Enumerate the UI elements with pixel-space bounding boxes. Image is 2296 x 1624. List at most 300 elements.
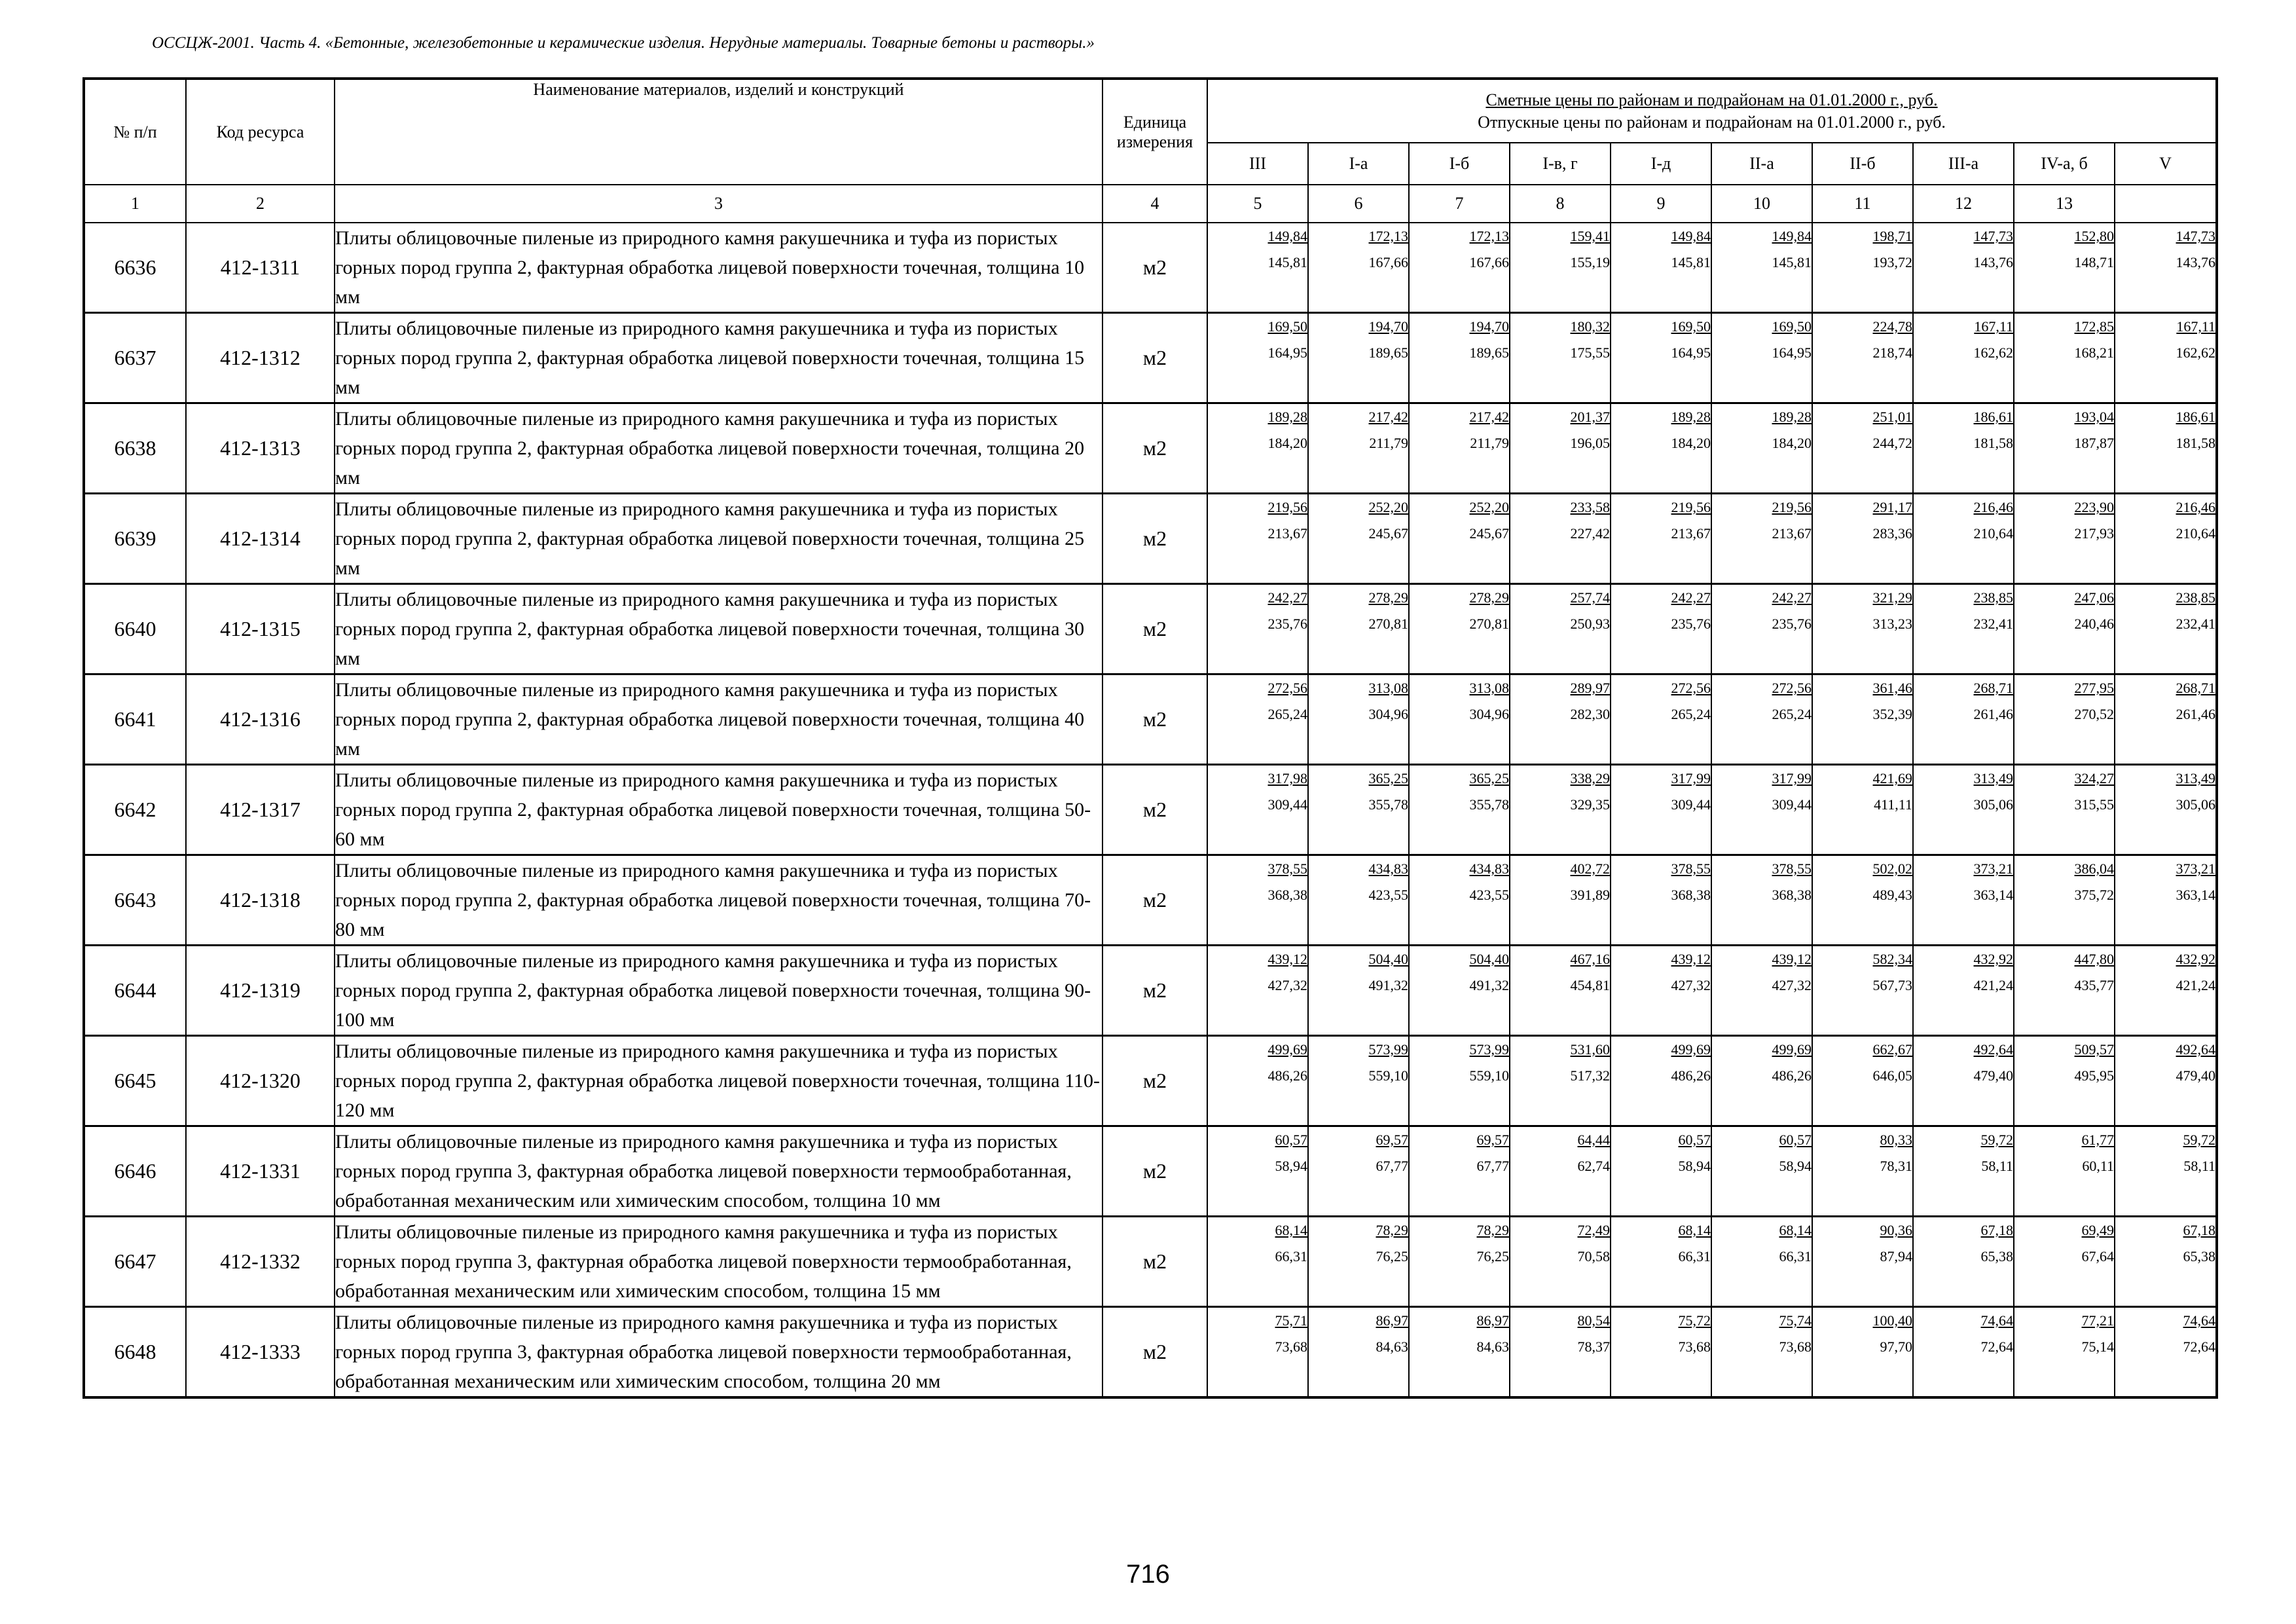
estimate-price: 504,40 [1469,951,1509,967]
price-cell [1510,584,1611,674]
price-cell [1913,494,2014,584]
price-cell [1207,223,1308,313]
estimate-price: 502,02 [1872,860,1912,877]
release-price: 421,24 [1973,977,2013,993]
price-cell [1812,313,1913,403]
price-cell [1711,1307,1812,1398]
release-price: 164,95 [1267,344,1307,361]
release-price: 145,81 [1671,254,1711,270]
price-cell [1711,494,1812,584]
release-price: 211,79 [1369,435,1408,451]
price-cell [1711,1126,1812,1217]
estimate-price: 238,85 [1973,589,2013,606]
unit-cell: м2 [1102,855,1207,946]
estimate-price: 313,49 [2176,770,2216,786]
release-price: 250,93 [1570,616,1610,632]
price-cell [1812,1217,1913,1307]
price-cell [1409,1217,1510,1307]
release-price: 646,05 [1872,1067,1912,1084]
price-cell [1207,765,1308,855]
unit-cell: м2 [1102,1126,1207,1217]
estimate-price: 216,46 [2176,499,2216,515]
release-price: 305,06 [2176,796,2216,813]
estimate-price: 219,56 [1267,499,1307,515]
release-price: 66,31 [1779,1248,1812,1264]
price-cell [1207,584,1308,674]
release-price: 559,10 [1469,1067,1509,1084]
release-price: 76,25 [1476,1248,1509,1264]
price-cell [1711,1036,1812,1126]
price-cell [2014,584,2115,674]
release-price: 164,95 [1671,344,1711,361]
release-price: 217,93 [2074,525,2114,542]
price-cell [1611,494,1711,584]
price-cell [1611,674,1711,765]
row-number: 6641 [84,674,186,765]
row-number: 6647 [84,1217,186,1307]
estimate-price: 251,01 [1872,409,1912,425]
estimate-price: 313,49 [1973,770,2013,786]
release-price: 435,77 [2074,977,2114,993]
estimate-price: 233,58 [1570,499,1610,515]
price-cell [1308,855,1409,946]
release-price: 87,94 [1880,1248,1912,1264]
row-number: 6636 [84,223,186,313]
price-cell [1409,765,1510,855]
release-price: 58,11 [1981,1158,2013,1174]
price-cell [1711,855,1812,946]
release-price: 213,67 [1267,525,1307,542]
estimate-price: 169,50 [1671,318,1711,335]
release-price: 479,40 [2176,1067,2216,1084]
estimate-price: 216,46 [1973,499,2013,515]
price-cell [1812,403,1913,494]
estimate-price: 169,50 [1267,318,1307,335]
release-price: 84,63 [1476,1338,1509,1355]
release-price: 218,74 [1872,344,1912,361]
release-price: 427,32 [1772,977,1812,993]
material-name: Плиты облицовочные пиленые из природного камня ракушечника и туфа из пористых горных пород группа 2, фактурная обработка лицевой поверхности точечная, толщина 10 мм [335,223,1102,313]
column-number: 12 [1913,185,2014,223]
estimate-price: 582,34 [1872,951,1912,967]
release-price: 567,73 [1872,977,1912,993]
resource-code: 412-1315 [186,584,335,674]
estimate-price: 242,27 [1772,589,1812,606]
price-cell [1207,1307,1308,1398]
unit-cell: м2 [1102,1217,1207,1307]
release-price: 270,81 [1469,616,1509,632]
price-cell [1812,765,1913,855]
release-price: 66,31 [1678,1248,1711,1264]
estimate-price: 321,29 [1872,589,1912,606]
price-cell [1207,313,1308,403]
price-cell [2014,1126,2115,1217]
row-number: 6639 [84,494,186,584]
release-price: 245,67 [1368,525,1408,542]
price-cell [1913,403,2014,494]
release-price: 213,67 [1772,525,1812,542]
price-cell [1409,1307,1510,1398]
price-cell [2014,1217,2115,1307]
estimate-price: 378,55 [1772,860,1812,877]
release-price: 65,38 [1980,1248,2013,1264]
estimate-price: 75,71 [1275,1312,1307,1329]
row-number: 6642 [84,765,186,855]
price-cell [1611,1217,1711,1307]
estimate-price: 499,69 [1671,1041,1711,1058]
region-header: III-а [1913,143,2014,185]
col-header-prices [1207,79,2217,143]
price-cell [1207,1217,1308,1307]
price-cell [1510,403,1611,494]
estimate-price: 69,57 [1376,1132,1408,1148]
price-cell [2115,946,2217,1036]
unit-cell: м2 [1102,313,1207,403]
price-cell [2014,946,2115,1036]
release-price: 65,38 [2183,1248,2216,1264]
column-number: 6 [1308,185,1409,223]
release-price: 245,67 [1469,525,1509,542]
estimate-price: 313,08 [1469,680,1509,696]
release-price: 329,35 [1570,796,1610,813]
resource-code: 412-1317 [186,765,335,855]
resource-code: 412-1331 [186,1126,335,1217]
estimate-price: 60,57 [1275,1132,1307,1148]
price-cell [1409,674,1510,765]
estimate-price: 439,12 [1267,951,1307,967]
release-price: 162,62 [2176,344,2216,361]
estimate-price: 324,27 [2074,770,2114,786]
estimate-price: 278,29 [1469,589,1509,606]
price-cell [1308,223,1409,313]
resource-code: 412-1320 [186,1036,335,1126]
estimate-price: 167,11 [2176,318,2216,335]
estimate-price: 159,41 [1570,228,1610,244]
release-price: 454,81 [1570,977,1610,993]
estimate-price: 172,13 [1368,228,1408,244]
release-price: 270,52 [2074,706,2114,722]
price-cell [2014,765,2115,855]
release-price: 375,72 [2074,887,2114,903]
prices-release-title: Отпускные цены по районам и подрайонам на 01.01.2000 г., руб. [1478,112,1946,132]
column-number-row [84,185,2217,223]
release-price: 232,41 [1973,616,2013,632]
estimate-price: 317,99 [1772,770,1812,786]
table-body [84,223,2217,1397]
header-row [84,79,2217,143]
price-cell [1913,765,2014,855]
price-cell [2115,765,2217,855]
release-price: 84,63 [1376,1338,1408,1355]
price-cell [1207,674,1308,765]
estimate-price: 90,36 [1880,1222,1912,1238]
column-number: 7 [1409,185,1510,223]
release-price: 213,67 [1671,525,1711,542]
col-header-unit: Единица измерения [1102,79,1207,185]
row-number: 6646 [84,1126,186,1217]
price-cell [1207,403,1308,494]
release-price: 495,95 [2074,1067,2114,1084]
release-price: 58,94 [1779,1158,1812,1174]
estimate-price: 291,17 [1872,499,1912,515]
release-price: 62,74 [1577,1158,1610,1174]
release-price: 363,14 [2176,887,2216,903]
resource-code: 412-1316 [186,674,335,765]
table-row [84,1126,2217,1217]
row-number: 6637 [84,313,186,403]
unit-cell: м2 [1102,494,1207,584]
table-row [84,674,2217,765]
release-price: 355,78 [1368,796,1408,813]
release-price: 235,76 [1772,616,1812,632]
estimate-price: 100,40 [1872,1312,1912,1329]
estimate-price: 317,98 [1267,770,1307,786]
release-price: 67,77 [1476,1158,1509,1174]
release-price: 391,89 [1570,887,1610,903]
estimate-price: 573,99 [1368,1041,1408,1058]
col-header-code: Код ресурса [186,79,335,185]
estimate-price: 317,99 [1671,770,1711,786]
release-price: 270,81 [1368,616,1408,632]
release-price: 486,26 [1772,1067,1812,1084]
price-cell [1611,403,1711,494]
estimate-price: 152,80 [2074,228,2114,244]
price-cell [2115,1036,2217,1126]
region-header: IV-а, б [2014,143,2115,185]
release-price: 73,68 [1779,1338,1812,1355]
price-cell [1510,1036,1611,1126]
price-cell [1308,1036,1409,1126]
resource-code: 412-1311 [186,223,335,313]
estimate-price: 149,84 [1671,228,1711,244]
price-cell [1510,313,1611,403]
estimate-price: 74,64 [1980,1312,2013,1329]
estimate-price: 217,42 [1469,409,1509,425]
price-cell [1913,855,2014,946]
resource-code: 412-1318 [186,855,335,946]
release-price: 559,10 [1368,1067,1408,1084]
price-cell [2115,584,2217,674]
estimate-price: 365,25 [1469,770,1509,786]
release-price: 313,23 [1872,616,1912,632]
estimate-price: 74,64 [2183,1312,2216,1329]
release-price: 489,43 [1872,887,1912,903]
price-cell [1308,1126,1409,1217]
release-price: 196,05 [1570,435,1610,451]
row-number: 6644 [84,946,186,1036]
estimate-price: 194,70 [1469,318,1509,335]
estimate-price: 224,78 [1872,318,1912,335]
resource-code: 412-1333 [186,1307,335,1398]
row-number: 6638 [84,403,186,494]
estimate-price: 64,44 [1577,1132,1610,1148]
estimate-price: 242,27 [1671,589,1711,606]
price-cell [1711,674,1812,765]
release-price: 164,95 [1772,344,1812,361]
release-price: 75,14 [2081,1338,2114,1355]
release-price: 486,26 [1671,1067,1711,1084]
resource-code: 412-1313 [186,403,335,494]
release-price: 421,24 [2176,977,2216,993]
unit-cell: м2 [1102,223,1207,313]
release-price: 70,58 [1577,1248,1610,1264]
release-price: 309,44 [1267,796,1307,813]
estimate-price: 268,71 [2176,680,2216,696]
table-row [84,223,2217,313]
estimate-price: 75,72 [1678,1312,1711,1329]
release-price: 145,81 [1772,254,1812,270]
price-cell [1611,313,1711,403]
estimate-price: 78,29 [1476,1222,1509,1238]
estimate-price: 421,69 [1872,770,1912,786]
release-price: 309,44 [1671,796,1711,813]
estimate-price: 149,84 [1772,228,1812,244]
release-price: 486,26 [1267,1067,1307,1084]
price-cell [1308,946,1409,1036]
estimate-price: 189,28 [1671,409,1711,425]
estimate-price: 59,72 [1980,1132,2013,1148]
price-cell [1409,494,1510,584]
estimate-price: 386,04 [2074,860,2114,877]
release-price: 184,20 [1267,435,1307,451]
release-price: 282,30 [1570,706,1610,722]
material-name: Плиты облицовочные пиленые из природного камня ракушечника и туфа из пористых горных пород группа 2, фактурная обработка лицевой поверхности точечная, толщина 15 мм [335,313,1102,403]
estimate-price: 59,72 [2183,1132,2216,1148]
estimate-price: 68,14 [1779,1222,1812,1238]
release-price: 368,38 [1772,887,1812,903]
release-price: 148,71 [2074,254,2114,270]
estimate-price: 172,85 [2074,318,2114,335]
column-number: 4 [1102,185,1207,223]
release-price: 143,76 [2176,254,2216,270]
estimate-price: 492,64 [2176,1041,2216,1058]
estimate-price: 147,73 [2176,228,2216,244]
price-cell [1611,765,1711,855]
release-price: 304,96 [1368,706,1408,722]
price-cell [2014,313,2115,403]
price-cell [1913,1036,2014,1126]
unit-cell: м2 [1102,765,1207,855]
column-number: 11 [1812,185,1913,223]
estimate-price: 373,21 [2176,860,2216,877]
price-cell [2115,1126,2217,1217]
estimate-price: 365,25 [1368,770,1408,786]
table-row [84,946,2217,1036]
col-header-num: № п/п [84,79,186,185]
estimate-price: 217,42 [1368,409,1408,425]
release-price: 235,76 [1267,616,1307,632]
table-row [84,584,2217,674]
estimate-price: 86,97 [1376,1312,1408,1329]
material-name: Плиты облицовочные пиленые из природного камня ракушечника и туфа из пористых горных пород группа 2, фактурная обработка лицевой поверхности точечная, толщина 25 мм [335,494,1102,584]
price-cell [1207,1126,1308,1217]
price-cell [1611,1126,1711,1217]
resource-code: 412-1314 [186,494,335,584]
table-row [84,313,2217,403]
estimate-price: 252,20 [1469,499,1509,515]
price-cell [1510,674,1611,765]
material-name: Плиты облицовочные пиленые из природного камня ракушечника и туфа из пористых горных пород группа 3, фактурная обработка лицевой поверхности термообработанная, обработанная механическим или химическим способом, толщина 15 мм [335,1217,1102,1307]
release-price: 265,24 [1772,706,1812,722]
estimate-price: 662,67 [1872,1041,1912,1058]
release-price: 184,20 [1772,435,1812,451]
release-price: 491,32 [1368,977,1408,993]
table-row [84,1307,2217,1398]
estimate-price: 499,69 [1267,1041,1307,1058]
release-price: 167,66 [1469,254,1509,270]
price-cell [2115,1307,2217,1398]
estimate-price: 277,95 [2074,680,2114,696]
release-price: 265,24 [1267,706,1307,722]
material-name: Плиты облицовочные пиленые из природного камня ракушечника и туфа из пористых горных пород группа 3, фактурная обработка лицевой поверхности термообработанная, обработанная механическим или химическим способом, толщина 20 мм [335,1307,1102,1398]
release-price: 181,58 [1973,435,2013,451]
release-price: 76,25 [1376,1248,1408,1264]
estimate-price: 172,13 [1469,228,1509,244]
price-cell [1812,1307,1913,1398]
release-price: 58,94 [1678,1158,1711,1174]
estimate-price: 432,92 [1973,951,2013,967]
price-cell [1510,223,1611,313]
price-cell [1711,1217,1812,1307]
page-number: 716 [1126,1560,1170,1589]
price-cell [1308,584,1409,674]
estimate-price: 378,55 [1671,860,1711,877]
unit-cell: м2 [1102,1307,1207,1398]
release-price: 67,77 [1376,1158,1408,1174]
estimate-price: 180,32 [1570,318,1610,335]
estimate-price: 238,85 [2176,589,2216,606]
price-cell [1812,674,1913,765]
release-price: 210,64 [1973,525,2013,542]
price-cell [1913,674,2014,765]
price-cell [1812,494,1913,584]
price-cell [1711,765,1812,855]
price-cell [1913,1126,2014,1217]
estimate-price: 504,40 [1368,951,1408,967]
price-cell [2115,494,2217,584]
estimate-price: 219,56 [1772,499,1812,515]
release-price: 143,76 [1973,254,2013,270]
unit-cell: м2 [1102,403,1207,494]
prices-estimate-title: Сметные цены по районам и подрайонам на 01.01.2000 г., руб. [1485,90,1938,109]
estimate-price: 149,84 [1267,228,1307,244]
region-header: I-б [1409,143,1510,185]
estimate-price: 80,33 [1880,1132,1912,1148]
price-cell [1409,1126,1510,1217]
estimate-price: 272,56 [1267,680,1307,696]
estimate-price: 439,12 [1671,951,1711,967]
material-name: Плиты облицовочные пиленые из природного камня ракушечника и туфа из пористых горных пород группа 3, фактурная обработка лицевой поверхности термообработанная, обработанная механическим или химическим способом, толщина 10 мм [335,1126,1102,1217]
release-price: 66,31 [1275,1248,1307,1264]
release-price: 363,14 [1973,887,2013,903]
estimate-price: 223,90 [2074,499,2114,515]
release-price: 423,55 [1469,887,1509,903]
price-cell [1913,223,2014,313]
release-price: 265,24 [1671,706,1711,722]
price-cell [1207,946,1308,1036]
material-name: Плиты облицовочные пиленые из природного камня ракушечника и туфа из пористых горных пород группа 2, фактурная обработка лицевой поверхности точечная, толщина 20 мм [335,403,1102,494]
release-price: 175,55 [1570,344,1610,361]
estimate-price: 72,49 [1577,1222,1610,1238]
price-cell [1308,765,1409,855]
release-price: 304,96 [1469,706,1509,722]
price-cell [1409,1036,1510,1126]
release-price: 145,81 [1267,254,1307,270]
price-cell [2014,403,2115,494]
row-number: 6643 [84,855,186,946]
estimate-price: 193,04 [2074,409,2114,425]
price-cell [2115,223,2217,313]
